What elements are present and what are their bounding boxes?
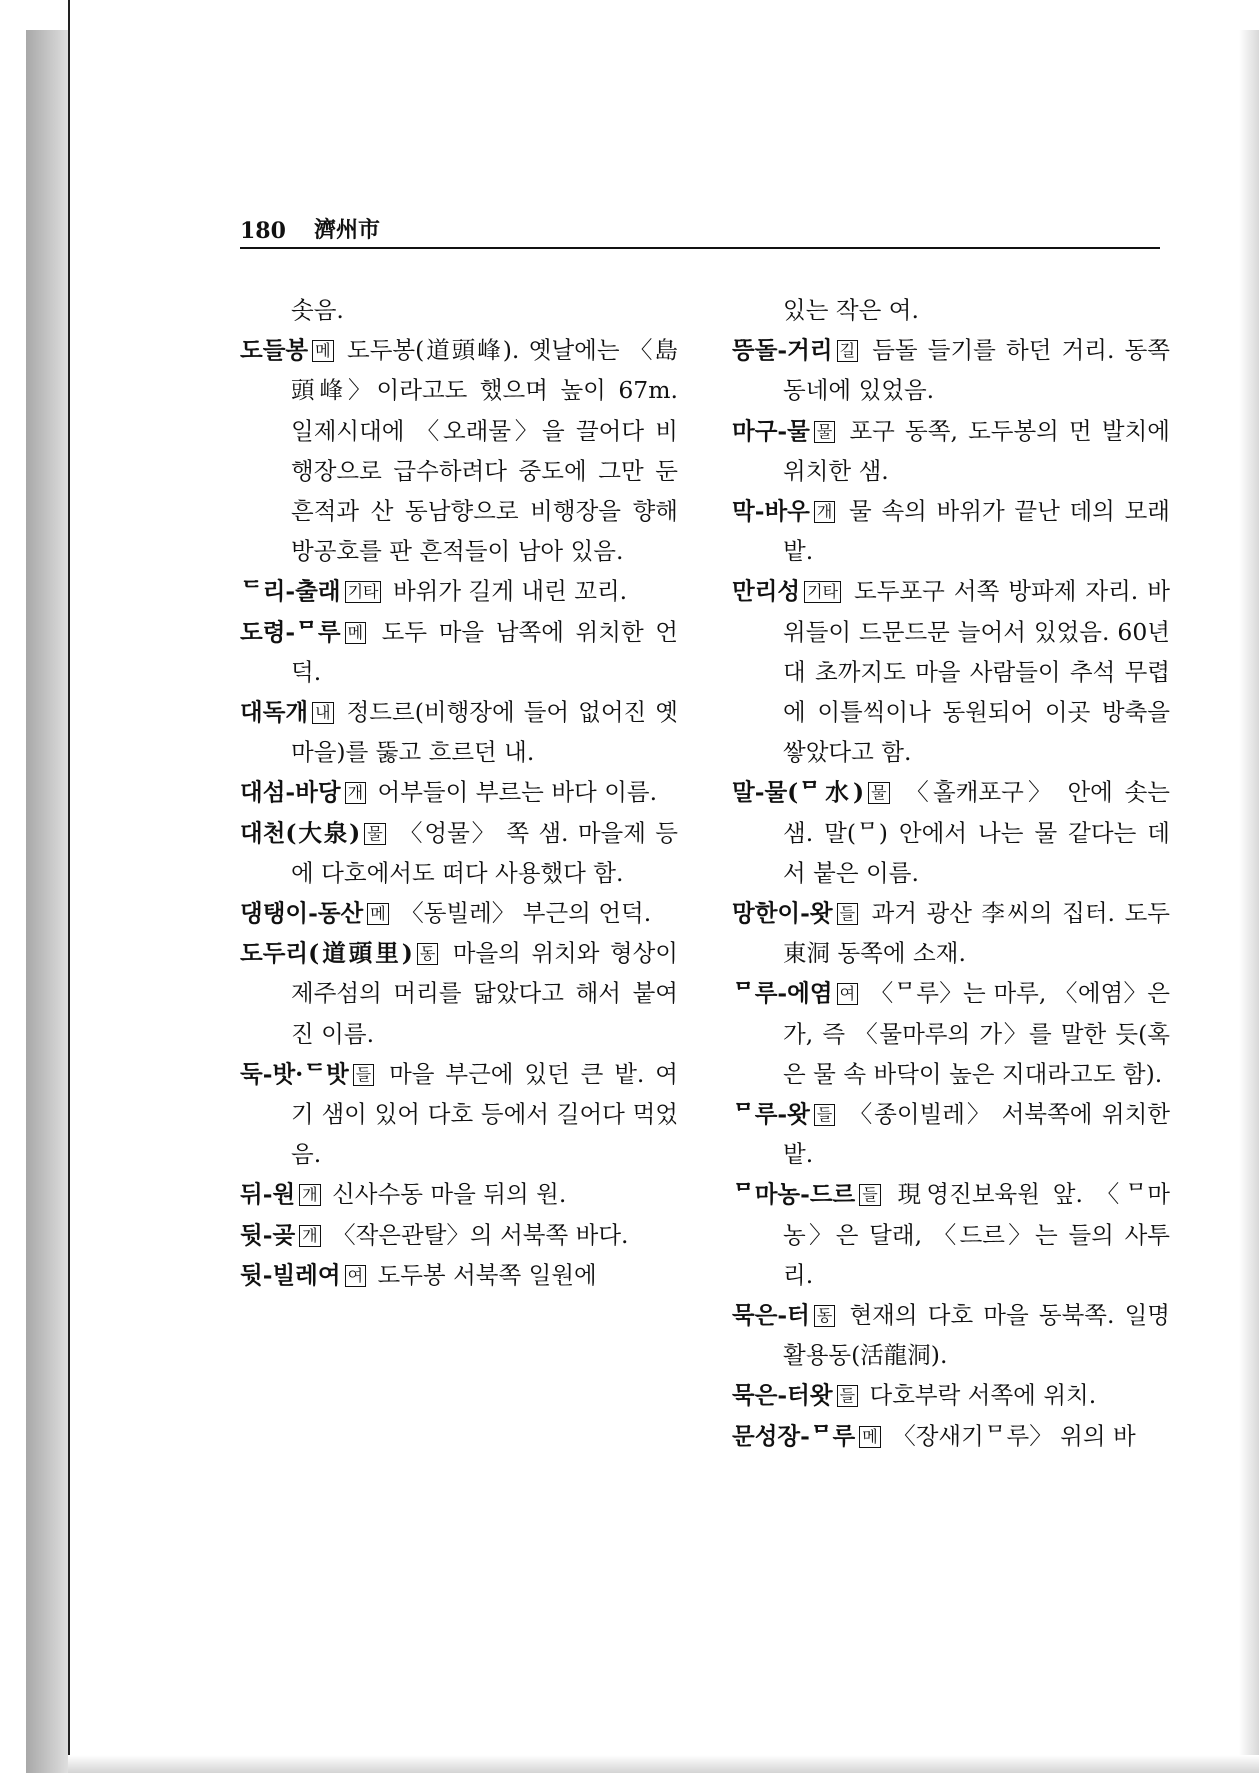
dictionary-entry bbox=[732, 973, 1170, 1094]
entry-definition: 솟음. bbox=[291, 296, 344, 324]
dictionary-entry bbox=[240, 1054, 678, 1175]
entry-definition: 도두포구 서쪽 방파제 자리. 바위들이 드문드문 늘어서 있었음. 60년대 초까지도 마을 사람들이 추석 무렵에 이틀씩이나 동원되어 이곳 방축을 쌓았다고 함. bbox=[783, 577, 1170, 767]
entry-category-tag: 들 bbox=[859, 1184, 880, 1206]
dictionary-entry bbox=[240, 612, 678, 692]
dictionary-entry bbox=[732, 1295, 1170, 1375]
entry-headword: 대천(大泉) bbox=[240, 818, 361, 847]
right-column bbox=[732, 290, 1170, 1456]
entry-definition: 포구 동쪽, 도두봉의 먼 발치에 위치한 샘. bbox=[783, 416, 1170, 485]
entry-headword: 말-물(ᄆ水) bbox=[732, 778, 865, 807]
entry-definition: 〈동빌레〉 부근의 언덕. bbox=[392, 899, 652, 928]
entry-definition: 도두봉(道頭峰). 옛날에는 〈島頭峰〉이라고도 했으며 높이 67m. 일제시대에 〈오래물〉을 끌어다 비행장으로 급수하려다 중도에 그만 둔 흔적과 산 동남향으로 비행장을 향해 방공호를 판 흔적들이 남아 있음. bbox=[291, 336, 678, 566]
page-shadow-right bbox=[1239, 30, 1259, 1773]
entry-definition: 도두 마을 남쪽에 위치한 언덕. bbox=[291, 617, 678, 686]
entry-category-tag: 메 bbox=[859, 1426, 880, 1448]
entry-category-tag: 물 bbox=[364, 823, 385, 845]
dictionary-entry bbox=[240, 933, 678, 1054]
dictionary-entry bbox=[732, 1375, 1170, 1415]
entry-headword: 마구-물 bbox=[732, 416, 810, 445]
entry-category-tag: 길 bbox=[837, 340, 858, 362]
header-rule bbox=[240, 247, 1160, 249]
entry-headword: 둑-밧·ᄃ밧 bbox=[240, 1059, 349, 1088]
entry-definition: 신사수동 마을 뒤의 원. bbox=[324, 1180, 567, 1209]
entry-definition: 現영진보육원 앞. 〈ᄆ마농〉은 달래, 〈드르〉는 들의 사투리. bbox=[783, 1180, 1170, 1289]
entry-definition: 〈장새기ᄆ루〉 위의 바 bbox=[884, 1421, 1136, 1450]
entry-definition: 마을 부근에 있던 큰 밭. 여기 샘이 있어 다호 등에서 길어다 먹었음. bbox=[291, 1059, 678, 1169]
entry-category-tag: 들 bbox=[837, 1385, 858, 1407]
entry-definition: 〈ᄆ루〉는 마루, 〈에염〉은 가, 즉 〈물마루의 가〉를 말한 듯(혹은 물 속 바닥이 높은 지대라고도 함). bbox=[783, 979, 1170, 1088]
entry-headword: 대독개 bbox=[240, 698, 309, 727]
entry-definition: 있는 작은 여. bbox=[783, 296, 919, 324]
entry-headword: 뜽돌-거리 bbox=[732, 336, 833, 365]
entry-headword: 대섬-바당 bbox=[240, 778, 341, 807]
dictionary-entry bbox=[240, 330, 678, 571]
entry-category-tag: 기타 bbox=[345, 581, 382, 603]
entry-definition: 도두봉 서북쪽 일원에 bbox=[370, 1260, 597, 1289]
entry-definition: 듬돌 들기를 하던 거리. 동쪽 동네에 있었음. bbox=[783, 336, 1170, 405]
dictionary-entry bbox=[240, 813, 678, 893]
dictionary-entry bbox=[732, 290, 1170, 330]
dictionary-entry bbox=[732, 330, 1170, 410]
entry-category-tag: 메 bbox=[367, 903, 388, 925]
entry-category-tag: 개 bbox=[299, 1184, 320, 1206]
entry-category-tag: 메 bbox=[312, 340, 333, 362]
entry-definition: 〈작은관탈〉의 서북쪽 바다. bbox=[324, 1220, 629, 1249]
page-number: 180 bbox=[240, 218, 286, 244]
entry-category-tag: 개 bbox=[299, 1225, 320, 1247]
dictionary-entry bbox=[732, 411, 1170, 491]
book-spine-edge bbox=[26, 30, 68, 1773]
entry-headword: 묵은-터 bbox=[732, 1301, 810, 1330]
entry-category-tag: 개 bbox=[345, 782, 366, 804]
entry-definition: 물 속의 바위가 끝난 데의 모래밭. bbox=[783, 497, 1170, 566]
entry-definition: 〈엉물〉 쪽 샘. 마을제 등에 다호에서도 떠다 사용했다 함. bbox=[291, 818, 678, 887]
running-title: 濟州市 bbox=[313, 217, 380, 243]
entry-definition: 다호부락 서쪽에 위치. bbox=[862, 1381, 1097, 1410]
dictionary-entry bbox=[732, 893, 1170, 973]
entry-headword: 묵은-터왓 bbox=[732, 1381, 833, 1410]
entry-category-tag: 기타 bbox=[804, 581, 841, 603]
entry-category-tag: 들 bbox=[814, 1104, 835, 1126]
entry-headword: 도두리(道頭里) bbox=[240, 939, 413, 968]
left-column bbox=[240, 290, 678, 1295]
entry-headword: 뒷-빌레여 bbox=[240, 1260, 341, 1289]
dictionary-entry bbox=[240, 772, 678, 812]
entry-category-tag: 여 bbox=[837, 983, 858, 1005]
entry-category-tag: 동 bbox=[814, 1305, 835, 1327]
entry-definition: 과거 광산 李씨의 집터. 도두 東洞 동쪽에 소재. bbox=[783, 899, 1170, 968]
dictionary-entry bbox=[240, 290, 678, 330]
entry-headword: 망한이-왓 bbox=[732, 899, 833, 928]
dictionary-entry bbox=[240, 1174, 678, 1214]
entry-headword: 만리성 bbox=[732, 577, 801, 606]
dictionary-entry bbox=[732, 772, 1170, 893]
entry-category-tag: 여 bbox=[345, 1265, 366, 1287]
entry-headword: 막-바우 bbox=[732, 497, 810, 526]
dictionary-entry bbox=[732, 1416, 1170, 1456]
page-shadow-bottom bbox=[68, 1755, 1259, 1773]
entry-definition: 어부들이 부르는 바다 이름. bbox=[370, 778, 658, 807]
entry-headword: 뒤-원 bbox=[240, 1180, 296, 1209]
entry-headword: 댕탱이-동산 bbox=[240, 899, 364, 928]
entry-category-tag: 물 bbox=[868, 782, 889, 804]
entry-headword: 문성장-ᄆ루 bbox=[732, 1421, 856, 1450]
entry-definition: 현재의 다호 마을 동북쪽. 일명 활용동(活龍洞). bbox=[783, 1301, 1170, 1370]
entry-headword: 뒷-곶 bbox=[240, 1220, 296, 1249]
entry-category-tag: 내 bbox=[312, 702, 333, 724]
entry-definition: 〈홀캐포구〉 안에 솟는 샘. 말(ᄆ) 안에서 나는 물 같다는 데서 붙은 이름. bbox=[783, 778, 1170, 887]
dictionary-entry bbox=[732, 571, 1170, 772]
dictionary-entry bbox=[240, 692, 678, 772]
entry-category-tag: 메 bbox=[345, 622, 366, 644]
entry-category-tag: 들 bbox=[837, 903, 858, 925]
entry-headword: 도들봉 bbox=[240, 336, 309, 365]
entry-category-tag: 물 bbox=[814, 421, 835, 443]
dictionary-entry bbox=[240, 1255, 678, 1295]
entry-definition: 〈종이빌레〉 서북쪽에 위치한 밭. bbox=[783, 1100, 1170, 1169]
dictionary-entry bbox=[732, 1174, 1170, 1295]
entry-definition: 정드르(비행장에 들어 없어진 옛마을)를 뚫고 흐르던 내. bbox=[291, 698, 678, 767]
entry-headword: ᄆ마농-드르 bbox=[732, 1180, 856, 1209]
running-header bbox=[240, 214, 1160, 244]
dictionary-entry bbox=[240, 1215, 678, 1255]
entry-headword: 도령-ᄆ루 bbox=[240, 617, 341, 646]
entry-definition: 마을의 위치와 형상이 제주섬의 머리를 닮았다고 해서 붙여진 이름. bbox=[291, 939, 679, 1048]
dictionary-entry bbox=[240, 571, 678, 611]
entry-category-tag: 개 bbox=[814, 501, 835, 523]
entry-headword: ᄆ루-에염 bbox=[732, 979, 833, 1008]
entry-category-tag: 동 bbox=[417, 943, 438, 965]
dictionary-entry bbox=[240, 893, 678, 933]
entry-headword: ᄆ루-왓 bbox=[732, 1100, 810, 1129]
entry-category-tag: 들 bbox=[353, 1064, 374, 1086]
entry-definition: 바위가 길게 내린 꼬리. bbox=[385, 577, 628, 606]
dictionary-entry bbox=[732, 1094, 1170, 1174]
dictionary-entry bbox=[732, 491, 1170, 571]
entry-headword: ᄃ리-출래 bbox=[240, 577, 341, 606]
